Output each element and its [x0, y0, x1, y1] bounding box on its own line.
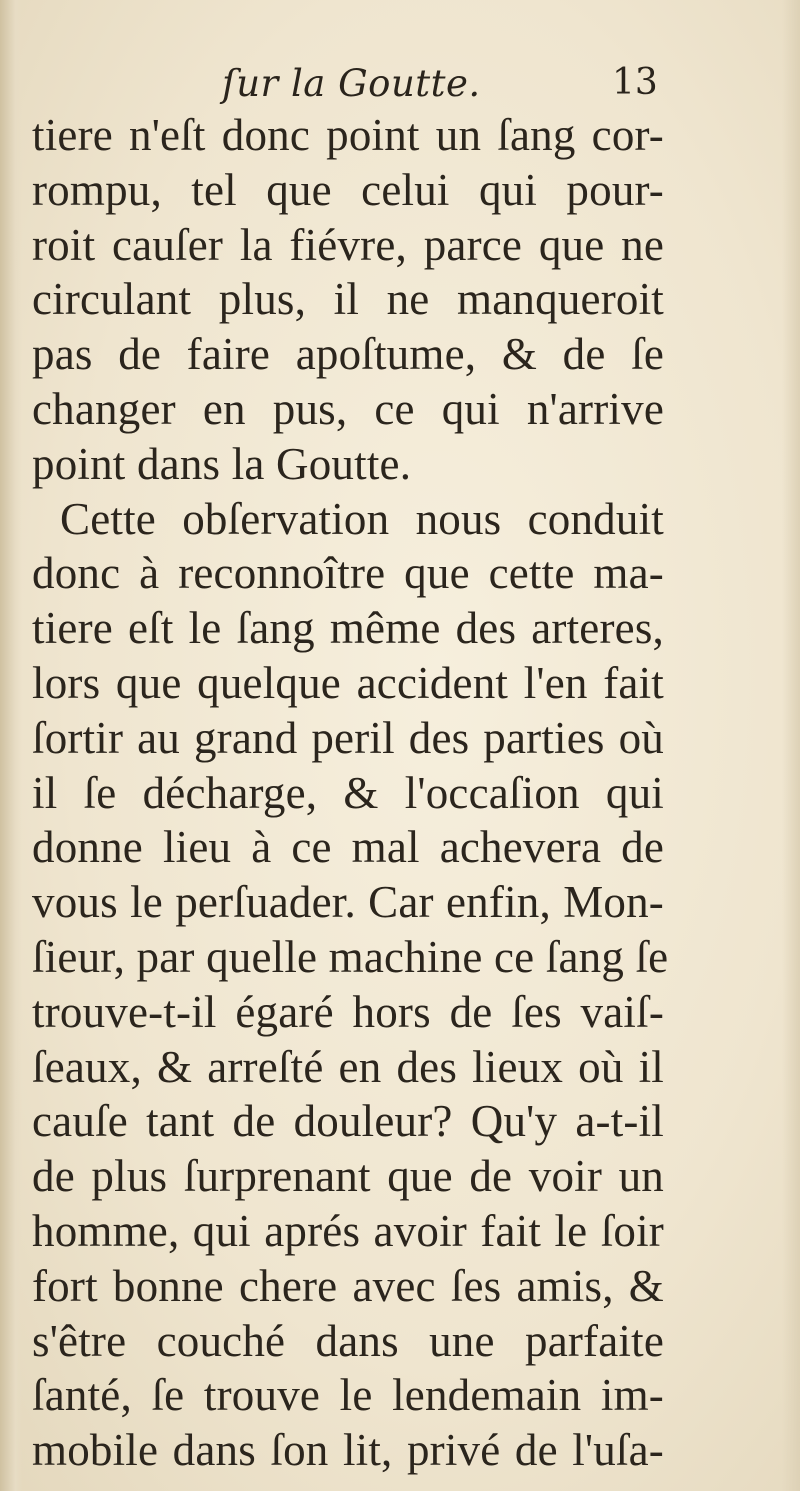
text-line: donc à reconnoître que cette ma- [32, 548, 664, 599]
text-line: il ſe décharge, & l'occaſion qui [32, 767, 664, 818]
page-number: 13 [612, 62, 658, 103]
text-line: point dans la Goutte. [32, 438, 412, 489]
text-line: tiere eſt le ſang même des arteres, [32, 603, 664, 654]
running-head [0, 62, 800, 110]
text-line: pas de faire apoſtume, & de ſe [32, 329, 664, 380]
text-line: ſieur, par quelle machine ce ſang ſe [32, 931, 669, 982]
text-line: rompu, tel que celui qui pour- [32, 164, 664, 215]
text-line: donne lieu à ce mal achevera de [32, 822, 664, 873]
text-line: ſortir au grand peril des parties où [32, 712, 664, 763]
text-line: ſanté, ſe trouve le lendemain im- [32, 1370, 664, 1421]
page-gutter-shadow [0, 0, 22, 1491]
text-line: s'être couché dans une parfaite [32, 1315, 664, 1366]
text-line: Cette obſervation nous conduit [60, 493, 664, 544]
page-edge-shadow [782, 0, 800, 1491]
text-line: trouve-t-il égaré hors de ſes vaiſ- [32, 986, 664, 1037]
text-line: ſeaux, & arreſté en des lieux où il [32, 1041, 664, 1092]
text-line: roit cauſer la fiévre, parce que ne [32, 219, 664, 270]
text-line: tiere n'eſt donc point un ſang cor- [32, 110, 664, 160]
text-line: mobile dans ſon lit, privé de l'uſa- [32, 1425, 664, 1476]
text-line: cauſe tant de douleur? Qu'y a-t-il [32, 1096, 664, 1147]
text-line: changer en pus, ce qui n'arrive [32, 383, 664, 434]
text-line: vous le perſuader. Car enfin, Mon- [32, 877, 664, 928]
text-line: fort bonne chere avec ſes amis, & [32, 1260, 664, 1311]
text-line: homme, qui aprés avoir fait le ſoir [32, 1205, 664, 1256]
body-text [32, 108, 669, 1478]
text-line: de plus ſurprenant que de voir un [32, 1151, 664, 1202]
running-head-title: ſur la Goutte. [222, 62, 481, 105]
text-line: circulant plus, il ne manqueroit [32, 274, 664, 325]
text-line: lors que quelque accident l'en fait [32, 657, 664, 708]
